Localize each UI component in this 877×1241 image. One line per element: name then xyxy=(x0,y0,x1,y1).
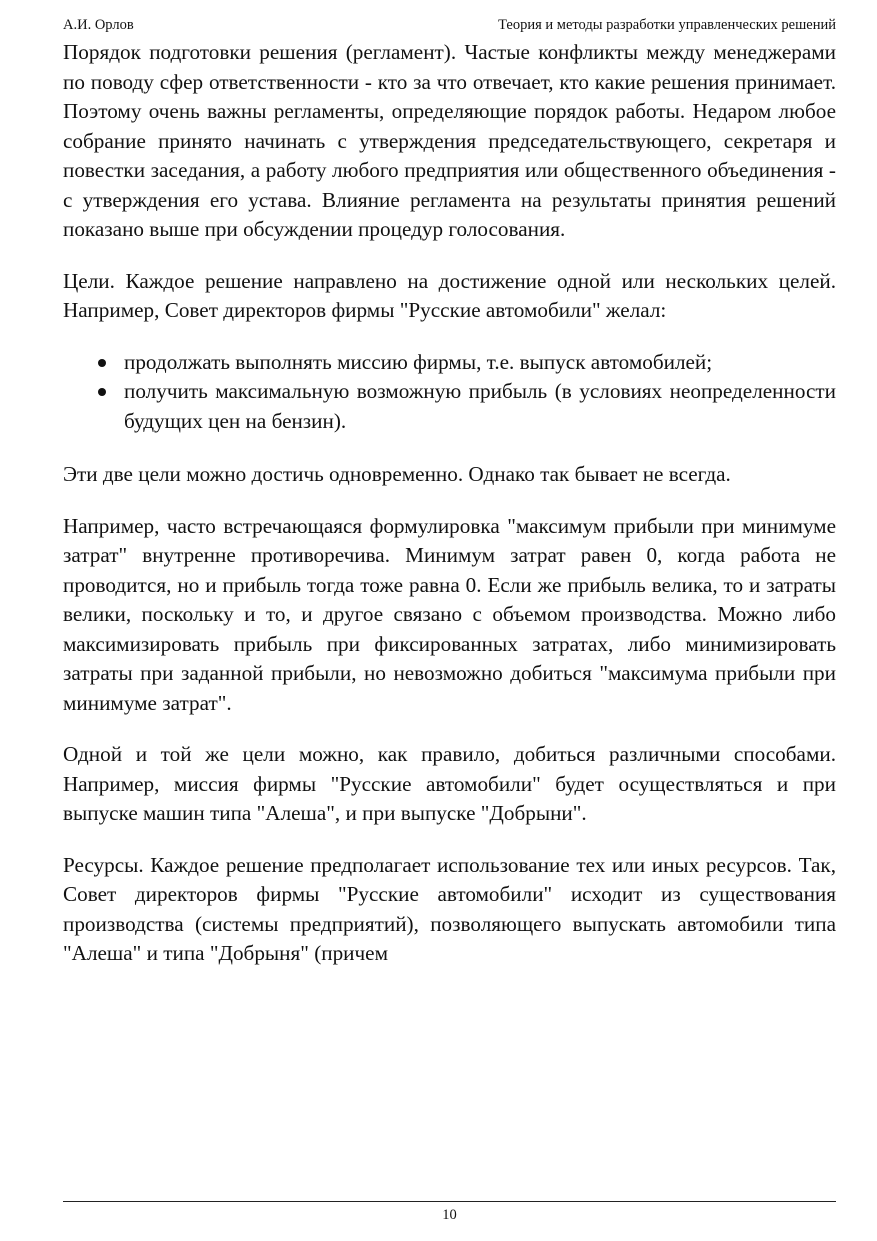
bullet-icon xyxy=(98,359,106,367)
paragraph-same-goal: Одной и той же цели можно, как правило, добиться различными способами. Например, миссия фирмы "Русские автомобили" будет осуществляться и при выпуске машин типа "Алеша", и при выпуске "Добрыни". xyxy=(63,742,836,825)
running-header xyxy=(63,16,836,34)
footer-divider xyxy=(63,1201,836,1202)
bullet-icon xyxy=(98,388,106,396)
paragraph-example-contradiction: Например, часто встречающаяся формулировка "максимум прибыли при минимуме затрат" внутренне противоречива. Минимум затрат равен 0, когда работа не проводится, но и прибыль тогда тоже равна 0. Если же прибыль велика, то и затраты велики, поскольку и то, и другое связано с объемом производства. Можно либо максимизировать прибыль при фиксированных затратах, либо минимизировать затраты при заданной прибыли, но невозможно добиться "максимума прибыли при минимуме затрат". xyxy=(63,513,836,715)
paragraph-two-goals: Эти две цели можно достичь одновременно. Однако так бывает не всегда. xyxy=(63,462,731,486)
paragraph-goals: Цели. Каждое решение направлено на достижение одной или нескольких целей. Например, Совет директоров фирмы "Русские автомобили" желал: xyxy=(63,268,836,322)
list-item-text: продолжать выполнять миссию фирмы, т.е. выпуск автомобилей; xyxy=(124,349,713,374)
list-item-text: получить максимальную возможную прибыль (в условиях неопределенности будущих цен на бензин). xyxy=(124,379,836,433)
paragraph-resources: Ресурсы. Каждое решение предполагает использование тех или иных ресурсов. Так, Совет директоров фирмы "Русские автомобили" исходит из существования производства (системы предприятий), позволяющего выпускать автомобили типа "Алеша" и типа "Добрыня" (причем xyxy=(63,852,836,965)
page-number: 10 xyxy=(442,1207,457,1223)
goals-list xyxy=(63,348,836,437)
page-body xyxy=(63,38,836,991)
list-item xyxy=(124,348,836,378)
header-book-title: Теория и методы разработки управленческих решений xyxy=(498,17,836,33)
list-item xyxy=(124,377,836,436)
paragraph-reglament: Порядок подготовки решения (регламент). Частые конфликты между менеджерами по поводу сфер ответственности - кто за что отвечает, кто какие решения принимает. Поэтому очень важны регламенты, определяющие порядок работы. Недаром любое собрание принято начинать с утверждения председательствующего, секретаря и повестки заседания, а работу любого предприятия или общественного объединения - с утверждения его устава. Влияние регламента на результаты принятия решений показано выше при обсуждении процедур голосования. xyxy=(63,40,836,241)
header-author: А.И. Орлов xyxy=(63,17,134,33)
